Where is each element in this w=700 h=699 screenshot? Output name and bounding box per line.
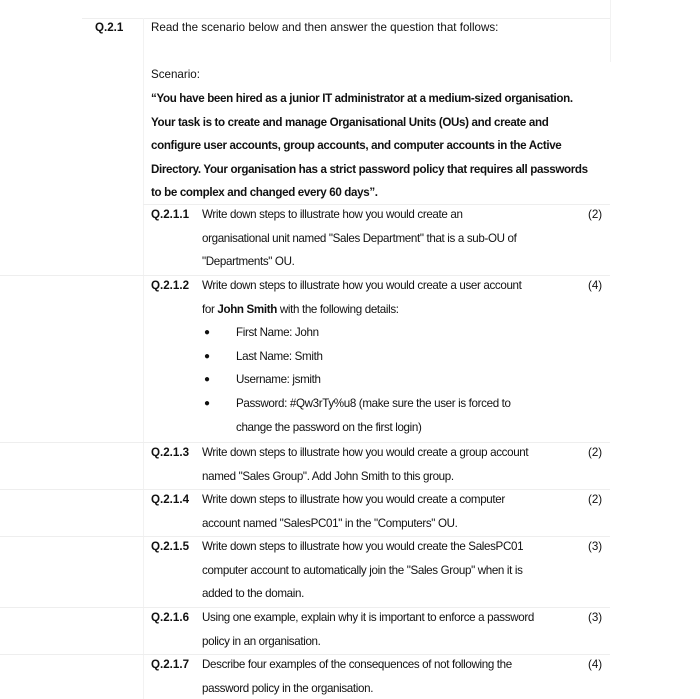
bullet-icon: ● [204, 327, 210, 339]
subquestion-line: Write down steps to illustrate how you would create an [202, 208, 463, 221]
question-number: Q.2.1 [95, 21, 124, 34]
marks: (2) [588, 493, 603, 506]
bullet-text: Last Name: Smith [236, 349, 323, 363]
bullet-text: change the password on the first login) [236, 420, 422, 434]
subquestion-number: Q.2.1.1 [151, 208, 190, 221]
marks: (3) [588, 540, 603, 553]
scenario-line: Directory. Your organisation has a strict password policy that requires all passwords [151, 162, 588, 176]
marks: (2) [588, 446, 603, 459]
marks: (2) [588, 208, 603, 221]
subquestion-line: password policy in the organisation. [202, 681, 374, 695]
subquestion-line: organisational unit named "Sales Department" that is a sub-OU of [202, 231, 517, 245]
marks: (4) [588, 658, 603, 671]
subquestion-line: Using one example, explain why it is important to enforce a password [202, 611, 534, 624]
subquestion-number: Q.2.1.7 [151, 658, 190, 671]
subquestion-line: policy in an organisation. [202, 634, 321, 648]
scenario-line: “You have been hired as a junior IT administrator at a medium-sized organisation. [151, 92, 573, 105]
text: with the following details: [276, 302, 399, 316]
question-intro: Read the scenario below and then answer the question that follows: [151, 21, 499, 34]
subquestion-number: Q.2.1.3 [151, 446, 190, 459]
scenario-label: Scenario: [151, 68, 200, 81]
bullet-icon: ● [204, 374, 210, 386]
subquestion-line: Write down steps to illustrate how you would create a group account [202, 446, 529, 459]
person-name: John Smith [217, 302, 277, 316]
subquestion-line: Write down steps to illustrate how you would create the SalesPC01 [202, 540, 524, 553]
subquestion-line: account named "SalesPC01" in the "Computers" OU. [202, 516, 458, 530]
subquestion-line: added to the domain. [202, 587, 304, 601]
subquestion-line: named "Sales Group". Add John Smith to this group. [202, 469, 454, 483]
scenario-line: Your task is to create and manage Organisational Units (OUs) and create and [151, 115, 549, 129]
scenario-line: configure user accounts, group accounts, and computer accounts in the Active [151, 139, 562, 153]
subquestion-line: "Departments" OU. [202, 255, 295, 269]
subquestion-number: Q.2.1.6 [151, 611, 190, 624]
text: for [202, 302, 218, 316]
scenario-line: to be complex and changed every 60 days”. [151, 186, 378, 200]
bullet-item [202, 368, 584, 392]
subquestion-number: Q.2.1.5 [151, 540, 190, 553]
subquestion-number: Q.2.1.4 [151, 493, 190, 506]
bullet-item [202, 392, 584, 416]
bullet-icon: ● [204, 350, 210, 362]
column-divider [610, 0, 611, 62]
subquestion-line: computer account to automatically join the "Sales Group" when it is [202, 563, 523, 577]
subquestion-line: Write down steps to illustrate how you would create a computer [202, 493, 505, 506]
bullet-item [202, 345, 584, 369]
subquestion-line: Describe four examples of the consequences of not following the [202, 658, 512, 671]
subquestion-line [202, 298, 584, 322]
scenario-text [151, 87, 588, 205]
bullet-icon: ● [204, 397, 210, 409]
subquestion-number: Q.2.1.2 [151, 279, 190, 292]
marks: (3) [588, 611, 603, 624]
bullet-item [202, 321, 584, 345]
bullet-text: Password: #Qw3rTy%u8 (make sure the user is forced to [236, 396, 511, 410]
column-divider [143, 18, 144, 699]
bullet-text: Username: jsmith [236, 373, 321, 387]
bullet-text: First Name: John [236, 326, 319, 340]
bullet-continuation [202, 416, 584, 440]
subquestion-line: Write down steps to illustrate how you would create a user account [202, 279, 522, 292]
marks: (4) [588, 279, 603, 292]
